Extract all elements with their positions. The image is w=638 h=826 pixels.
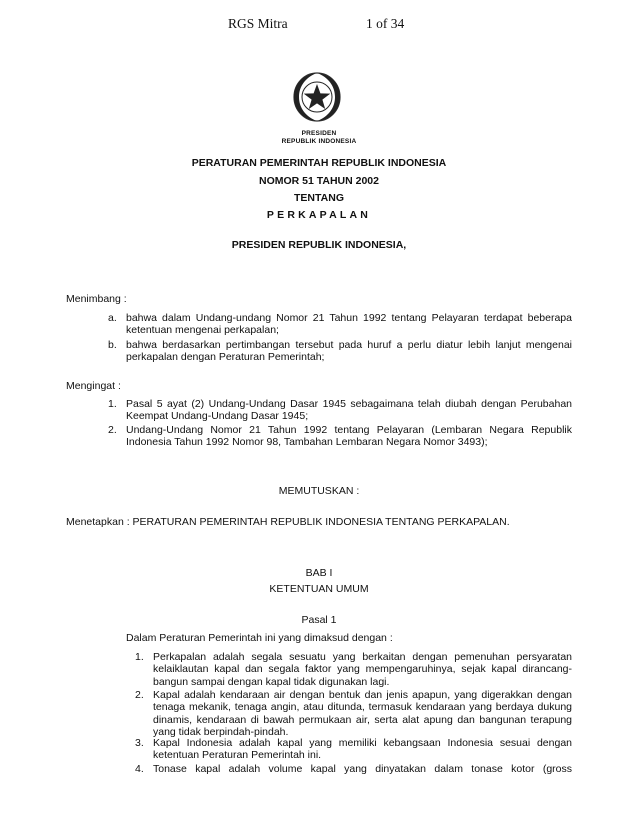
definition-item-3: Kapal Indonesia adalah kapal yang memiliki kebangsaan Indonesia sesuai dengan ketentuan Peraturan Pemerintah ini. <box>153 737 572 762</box>
definition-marker-1: 1. <box>135 651 144 663</box>
mengingat-item-2: Undang-Undang Nomor 21 Tahun 1992 tentang Pelayaran (Lembaran Negara Republik Indonesia Tahun 1992 Nomor 98, Tambahan Lembaran Negara Nomor 3493); <box>126 424 572 449</box>
regulation-subject: PERKAPALAN <box>266 209 372 221</box>
definition-marker-2: 2. <box>135 689 144 701</box>
article-intro: Dalam Peraturan Pemerintah ini yang dimaksud dengan : <box>126 632 393 644</box>
page-indicator: 1 of 34 <box>366 16 405 31</box>
memutuskan-heading: MEMUTUSKAN : <box>278 485 360 497</box>
menimbang-item-b: bahwa berdasarkan pertimbangan tersebut pada huruf a perlu diatur lebih lanjut mengenai perkapalan dengan Peraturan Pemerintah; <box>126 339 572 364</box>
emblem-caption <box>240 130 398 146</box>
presidential-emblem-icon <box>286 67 348 127</box>
mengingat-label: Mengingat : <box>66 380 121 392</box>
regulation-about: TENTANG <box>294 192 344 204</box>
mengingat-marker-2: 2. <box>108 424 117 436</box>
definition-item-2: Kapal adalah kendaraan air dengan bentuk dan jenis apapun, yang digerakkan dengan tenaga mekanik, tenaga angin, atau ditunda, termasuk kendaraan yang berdaya dukung dinamis, kendaraan di bawah permukaan air, serta alat apung dan bangunan terapung yang tidak berpindah-pindah. <box>153 689 572 739</box>
mengingat-marker-1: 1. <box>108 398 117 410</box>
article-title: Pasal 1 <box>301 614 337 626</box>
regulation-number: NOMOR 51 TAHUN 2002 <box>258 175 379 187</box>
chapter-title: KETENTUAN UMUM <box>269 583 369 595</box>
running-header <box>0 16 638 32</box>
menimbang-marker-a: a. <box>108 312 117 324</box>
president-heading: PRESIDEN REPUBLIK INDONESIA, <box>231 239 407 251</box>
emblem-caption-line2: REPUBLIK INDONESIA <box>281 138 357 145</box>
regulation-title: PERATURAN PEMERINTAH REPUBLIK INDONESIA <box>191 157 447 169</box>
definition-item-4: Tonase kapal adalah volume kapal yang dinyatakan dalam tonase kotor (gross <box>153 763 572 775</box>
emblem-caption-line1: PRESIDEN <box>301 130 337 137</box>
menimbang-label: Menimbang : <box>66 293 127 305</box>
running-header-title: RGS Mitra <box>228 16 288 31</box>
menimbang-marker-b: b. <box>108 339 117 351</box>
mengingat-item-1: Pasal 5 ayat (2) Undang-Undang Dasar 1945 sebagaimana telah diubah dengan Perubahan Keempat Undang-Undang Dasar 1945; <box>126 398 572 423</box>
definition-item-1: Perkapalan adalah segala sesuatu yang berkaitan dengan pemenuhan persyaratan kelaiklautan kapal dan segala faktor yang mempengaruhinya, sejak kapal dirancang-bangun sampai dengan kapal tidak digunakan lagi. <box>153 651 572 688</box>
menetapkan-line: Menetapkan : PERATURAN PEMERINTAH REPUBLIK INDONESIA TENTANG PERKAPALAN. <box>66 516 510 528</box>
menimbang-item-a: bahwa dalam Undang-undang Nomor 21 Tahun 1992 tentang Pelayaran terdapat beberapa ketentuan mengenai perkapalan; <box>126 312 572 337</box>
chapter-number: BAB I <box>305 567 333 579</box>
definition-marker-4: 4. <box>135 763 144 775</box>
definition-marker-3: 3. <box>135 737 144 749</box>
